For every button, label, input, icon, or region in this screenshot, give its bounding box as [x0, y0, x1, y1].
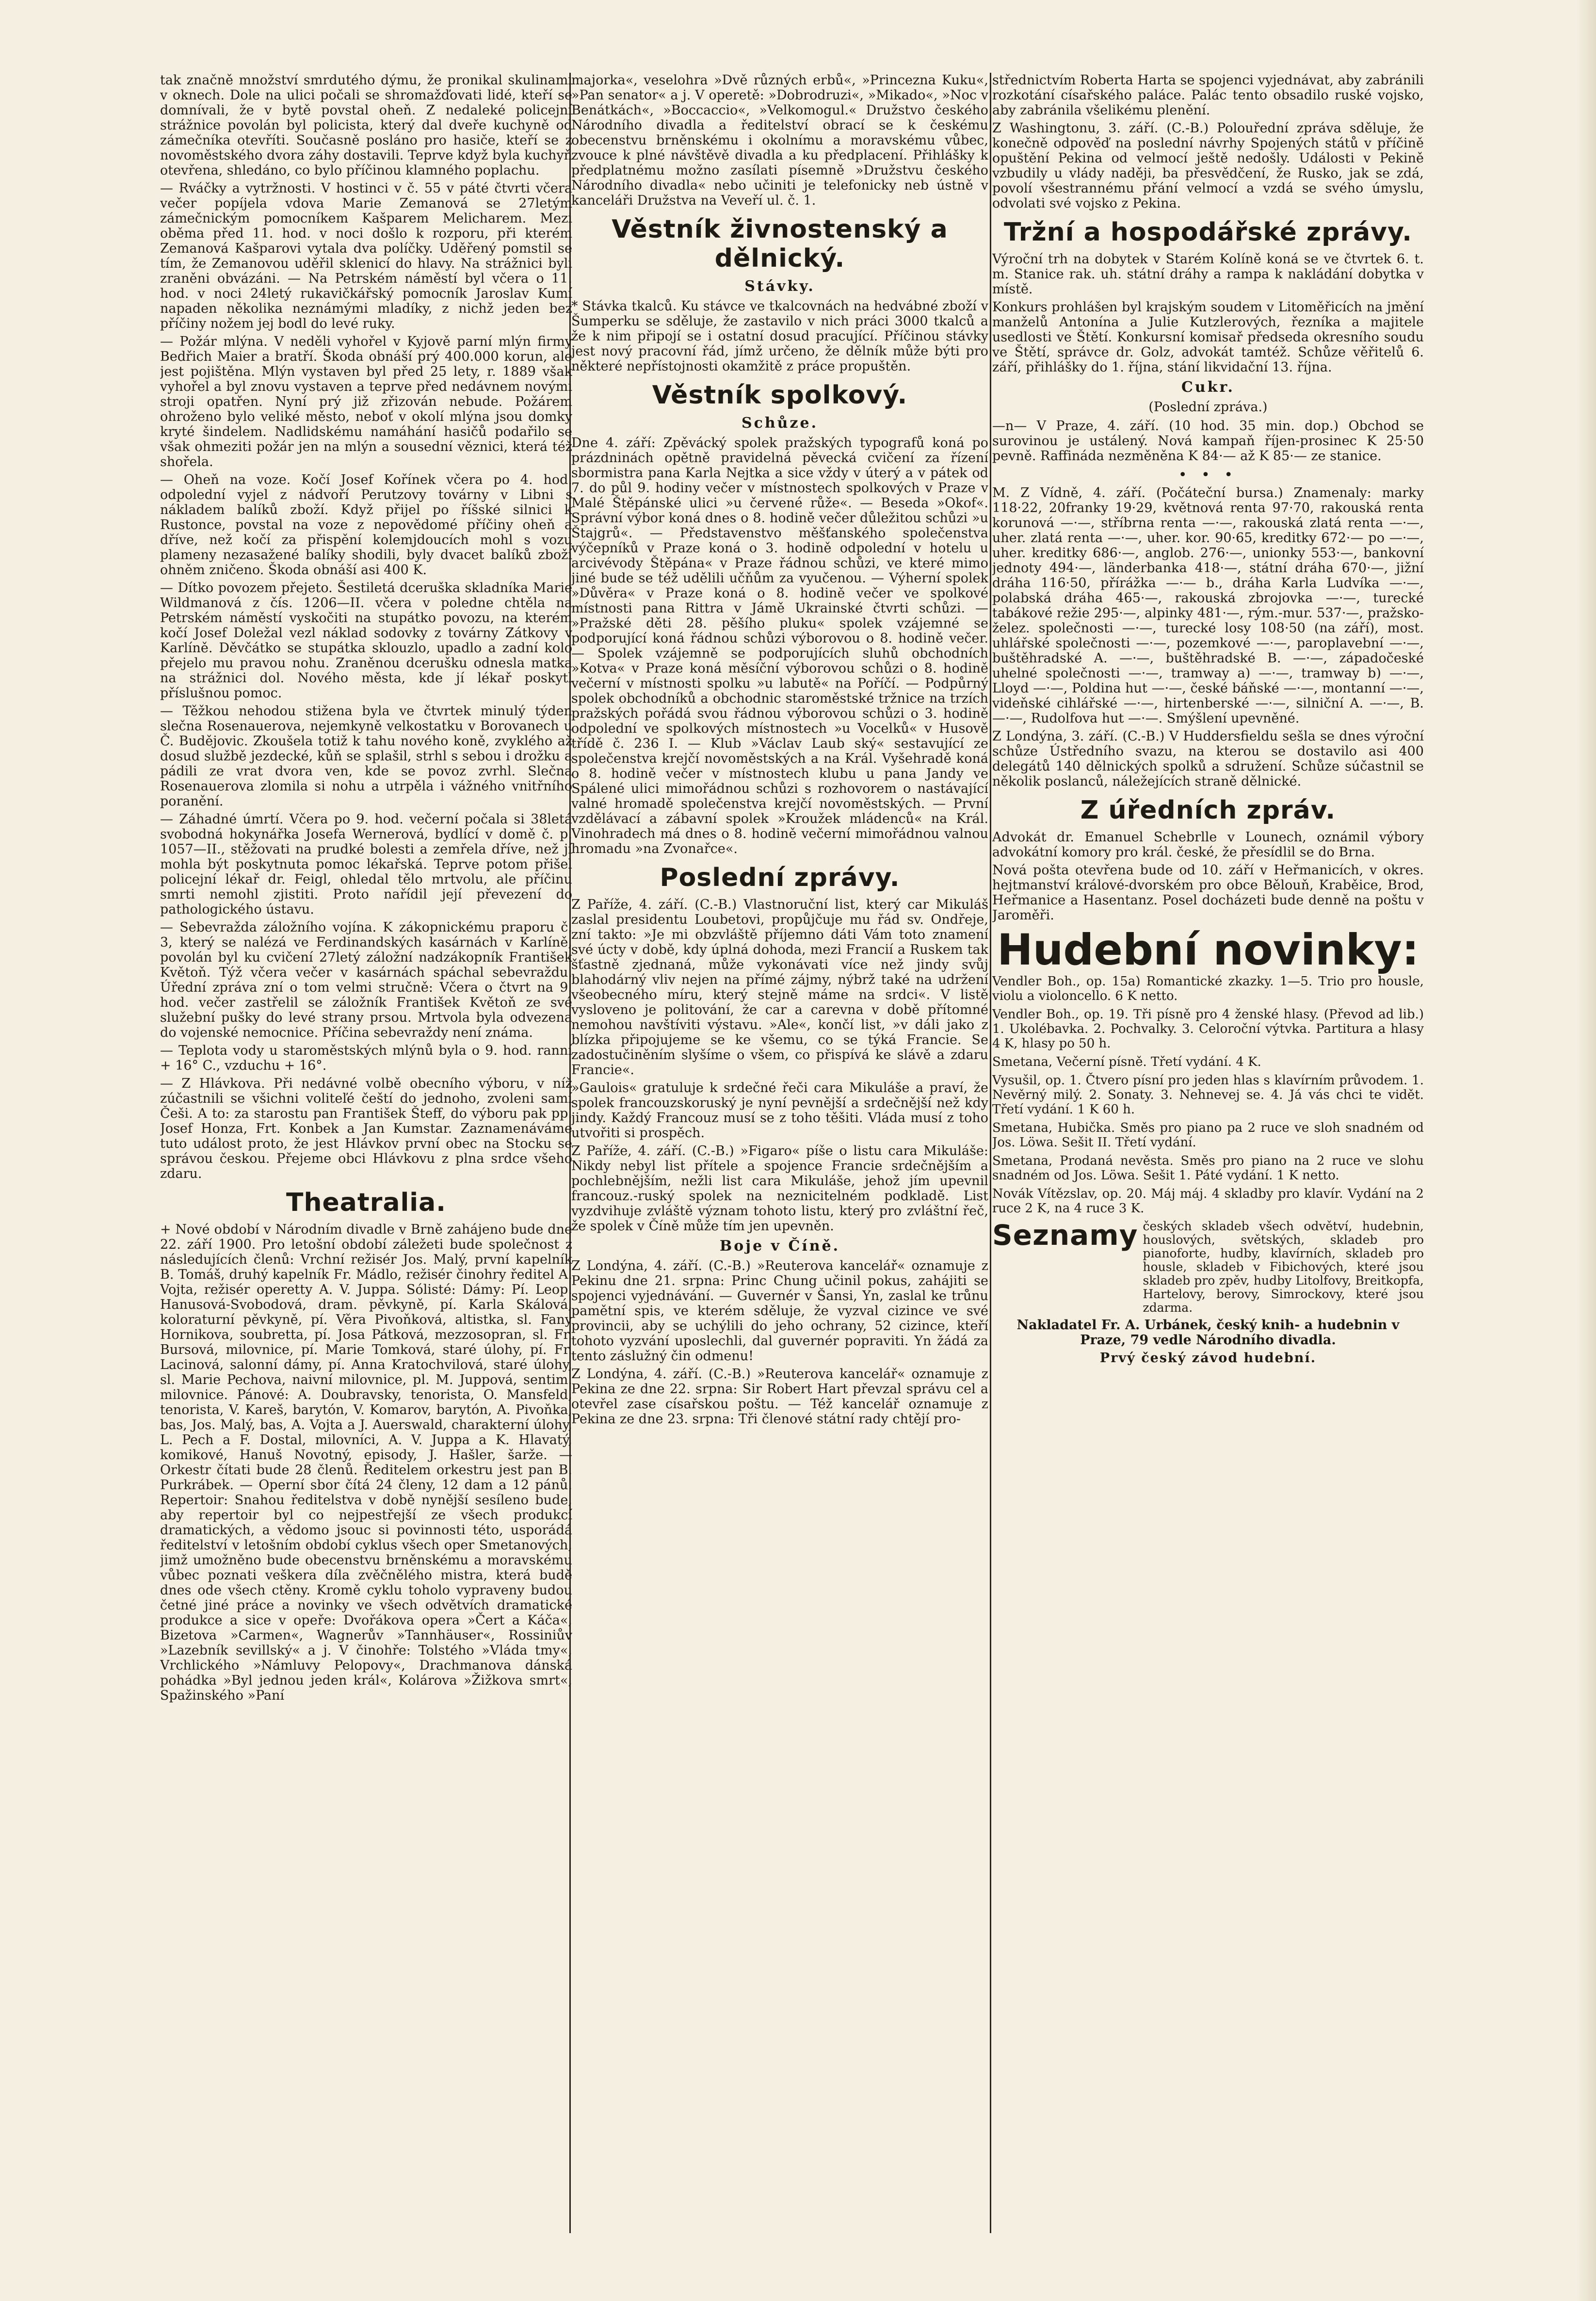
- article-paragraph: + Nové období v Národním divadle v Brně zahájeno bude dne 22. září 1900. Pro letošní období záležeti bude společnost z následujících členů: Vrchní režisér Jos. Malý, první kapelník B. Tomáš, druhý kapelník Fr. Mádlo, režisér činohry ředitel A. Vojta, režisér operetty A. V. Juppa. Sólisté: Dámy: Pí. Leop. Hanusová-Svobodová, dram. pěvkyně, pí. Karla Skálová, koloraturní pěvkyně, pí. Věra Pivoňková, altistka, sl. Fany Hornikova, soubretta, pí. Josa Pátková, mezzosopran, sl. Fr. Bursová, milovnice, pí. Marie Tomková, staré úlohy, pí. Fr. Lacinová, salonní dámy, pí. Anna Kratochvilová, staré úlohy, sl. Marie Pechova, naivní milovnice, pl. M. Juppová, sentim. milovnice. Pánové: A. Doubravsky, tenorista, O. Mansfeld, tenorista, V. Kareš, barytón, V. Komarov, barytón, A. Pivoňka, bas, Jos. Malý, bas, A. Vojta a J. Auerswald, charakterní úlohy, L. Pech a F. Dostal, milovníci, A. V. Juppa a K. Hlavatý, komikové, Hanuš Novotný, episody, J. Hašler, šarže. — Orkestr čítati bude 28 členů. Ředitelem orkestru jest pan B. Purkrábek. — Operní sbor čítá 24 členy, 12 dam a 12 pánů. Repertoir: Snahou ředitelstva v době nynější sesíleno bude, aby repertoir byl co nejpestřejší ze všech produkcí dramatických, a vědomo jsouc si povinnosti této, usporádá ředitelství v letošním období cyklus všech oper Smetanových, jimž umožněno bude obecenstvu brněnskému a moravskému vůbec poznati veškera díla zvěčnělého mistra, která budě dnes ode všech ctěny. Kromě cyklu toholo vypraveny budou četné jiné práce a novinky ve všech odvětvích dramatické produkce a sice v opeře: Dvořákova opera »Čert a Káča«, Bizetova »Carmen«, Wagnerův »Tannhäuser«, Rossiniův »Lazebník sevillský« a j. V činohře: Tolstého »Vláda tmy«, Vrchlického »Námluvy Pelopovy«, Drachmanova dánská pohádka »Byl jednou jeden král«, Kolárova »Žižkova smrt«, Spažinského »Paní: [160, 1222, 572, 1703]
- article-paragraph: Konkurs prohlášen byl krajským soudem v Litoměřicích na jmění manželů Antonína a Julie Kutzlerových, řezníka a majitele usedlosti ve Štětí. Konkursní komisař předseda okresního soudu ve Štětí, správce dr. Golz, advokát tamtéž. Schůze věřitelů 6. září, přihlášky do 1. října, stání likvidační 13. října.: [992, 300, 1424, 375]
- subheading-china: Boje v Číně.: [719, 1238, 840, 1255]
- news-continued: [992, 73, 1424, 211]
- article-paragraph: střednictvím Roberta Harta se spojenci vyjednávat, aby zabránili rozkotání císařského paláce. Palác tento obsadilo ruské vojsko, aby zabránila všelikému plenění.: [992, 73, 1424, 118]
- exchange-news: [992, 485, 1424, 789]
- column-divider: [990, 73, 991, 2233]
- article-paragraph: Z Washingtonu, 3. září. (C.-B.) Polouřední zpráva sděluje, že konečně odpověď na poslední návrhy Spojených států v příčině opuštění Pekina od velmocí ještě nedošly. Události v Pekině vzbudily u vlády naději, ba přesvědčení, že Rusko, jak se zdá, povolí všestrannému přání velmocí a vzdá se svého úmyslu, odvolati své vojsko z Pekina.: [992, 121, 1424, 211]
- market-news: [992, 252, 1424, 375]
- subheading-meetings: Schůze.: [741, 415, 819, 432]
- article-paragraph: — Oheň na voze. Kočí Josef Kořínek včera po 4. hod. odpolední vyjel z nádvoří Perutzovy továrny v Libni s nákladem balíků zboží. Když přijel po říšské silnici k Rustonce, povstal na voze z nepovědomé příčiny oheň a dříve, než kočí za přispění kolemjdoucích mohl s vozu plameny nezasažené balíky shodili, byly dvacet balíků zboží ohněm zničeno. Škoda obnáší asi 400 K.: [160, 472, 572, 578]
- music-news-heading: Hudební novinky:: [997, 925, 1419, 975]
- article-paragraph: M. Z Vídně, 4. září. (Počáteční bursa.) Znamenaly: marky 118·22, 20franky 19·29, květnová renta 97·70, rakouská renta korunová —·—, stříbrna renta —·—, rakouská zlatá renta —·—, uher. zlatá renta —·—, uher. kor. 90·65, kreditky 672·— po —·—, uher. kreditky 686·—, anglob. 276·—, unionky 553·—, bankovní jednoty 494·—, länderbanka 418·—, státní dráha 670·—, jižní dráha 116·50, přírážka —·— b., dráha Karla Ludvíka —·—, polabská dráha 465·—, rakouská zbrojovka —·—, turecké tabákové režie 295·—, alpinky 481·—, rým.-mur. 537·—, pražsko-želez. společnosti —·—, turecké losy 108·50 (na září), most. uhlářské společnosti —·—, pozemkové —·—, paroplavební —·—, buštěhradské A. —·—, buštěhradské B. —·—, západočeské uhelné společnosti —·—, tramway a) —·—, tramway b) —·—, Lloyd —·—, Poldina hut —·—, české báňské —·—, montanní —·—, videňské cihlářské —·—, hirtenberské —·—, silniční A. —·—, B. —·—, Rudolfova hut —·—. Smýšlení upevněné.: [992, 485, 1424, 726]
- subheading-strikes: Stávky.: [744, 278, 815, 295]
- music-list-item: Vendler Boh., op. 15a) Romantické zkazky. 1—5. Trio pro housle, violu a violoncello. 6 K netto.: [992, 974, 1424, 1003]
- music-list-item: Vendler Boh., op. 19. Tři písně pro 4 ženské hlasy. (Převod ad lib.) 1. Ukolébavka. 2. Pochvalky. 3. Celoroční výtvka. Partitura a hlasy 4 K, hlasy po 50 h.: [992, 1007, 1424, 1051]
- office-news: [992, 830, 1424, 923]
- article-paragraph: Z Paříže, 4. září. (C.-B.) »Figaro« píše o listu cara Mikuláše: Nikdy nebyl list přítele a spojence Francie srdečnějším a pochlebnějším, nežli list cara Mikuláše, jehož jím upevnil francouz.-ruský spolek na neznicitelném podkladě. List vyzdvihuje zvláště význam tohoto listu, který pro zvláštní řeč, že spolek v Číně může tím jen upevněn.: [571, 1143, 988, 1234]
- article-paragraph: Z Paříže, 4. září. (C.-B.) Vlastnoruční list, který car Mikuláš zaslal presidentu Loubetovi, propůjčuje mu řád sv. Ondřeje, zní takto: »Je mi obzvláště příjemno dáti Vám toto znamení své úcty v době, kdy úplná dohoda, mezi Francií a Ruskem tak šťastně zjednaná, může vykonávati více než jindy svůj blahodárný vliv nejen na přímé zájmy, nýbrž také na udržení všeobecného míru, který stejně máme na srdci«. V listě vysloveno je politování, že car a carevna v době přítomné nemohou navštíviti výstavu. »Ale«, končí list, »v dáli jako z blízka připojujeme se ke všemu, co se týká Francie. Se zadostučiněním slyšíme o všem, co přispívá ke slávě a zdaru Francie«.: [571, 897, 988, 1078]
- column-middle: [571, 73, 988, 2233]
- theatre-news: [160, 1222, 572, 1703]
- society-news: [571, 435, 988, 856]
- seznamy-text: českých skladeb všech odvětví, hudebnin, houslových, světských, skladeb pro pianoforte, hudby, klavírních, skladeb pro housle, skladeb v Fibichových, které jsou skladeb pro zpěv, hudby Litolfovy, Breitkopfa, Hartelovy, berovy, Simrockovy, které jsou zdarma.: [1143, 1219, 1424, 1315]
- publisher-line: Nakladatel Fr. A. Urbánek, český knih- a hudebnin v Praze, 79 vedle Národního divadla.: [1016, 1318, 1400, 1348]
- seznamy-block: [992, 1220, 1424, 1318]
- article-paragraph: majorka«, veselohra »Dvě různých erbů«, »Princezna Kuku«, »Pan senator« a j. V operetě: »Dobrodruzi«, »Mikado«, »Noc v Benátkách«, »Boccaccio«, »Velkomogul.« Družstvo českého Národního divadla a ředitelství obrací se k českému obecenstvu brněnskému i okolnímu a moravskému vůbec, zvouce k plné návštěvě divadla a ku předplacení. Přihlášky k předplatnému možno zasílati písemně »Družstvu českého Národního divadla« nebo učiniti je telefonicky neb ústně v kanceláři Družstva na Veveří ul. č. 1.: [571, 73, 988, 208]
- article-paragraph: Z Londýna, 4. září. (C.-B.) »Reuterova kancelář« oznamuje z Pekina ze dne 22. srpna: Sir Robert Hart převzal správu cel a otevřel zase císařskou poštu. — Též kancelář oznamuje z Pekina ze dne 23. srpna: Tři členové státní rady chtějí pro-: [571, 1367, 988, 1427]
- section-heading-theatre: Theatralia.: [286, 1188, 446, 1217]
- music-list-item: Novák Vítězslav, op. 20. Máj máj. 4 skladby pro klavír. Vydání na 2 ruce 2 K, na 4 ruce 3 K.: [992, 1187, 1424, 1216]
- music-list: [992, 974, 1424, 1216]
- separator-dots: • • •: [1178, 467, 1238, 483]
- china-news: [571, 1258, 988, 1427]
- latest-news: [571, 897, 988, 1234]
- trade-news: [571, 299, 988, 374]
- article-paragraph: — Záhadné úmrtí. Včera po 9. hod. večerní počala si 38letá svobodná hokynářka Josefa Wernerová, bydlící v domě č. p. 1057—II., stěžovati na prudké bolesti a zemřela dříve, než jí mohla být poskytnuta pomoc lékařská. Teprve potom přišel policejní lékař dr. Feigl, ohledal tělo mrtvolu, ale příčinu smrti nemohl zjistiti. Proto nařídil její převezení do pathologického ústavu.: [160, 812, 572, 917]
- article-paragraph: Výroční trh na dobytek v Starém Kolíně koná se ve čtvrtek 6. t. m. Stanice rak. uh. státní dráhy a rampa k nakládání dobytka v místě.: [992, 252, 1424, 297]
- section-heading-latest: Poslední zprávy.: [660, 863, 900, 892]
- article-paragraph: —n— V Praze, 4. září. (10 hod. 35 min. dop.) Obchod se surovinou je ustálený. Nová kampaň říjen-prosinec K 25·50 pevně. Raffináda nezměněna K 84·— až K 85·— ze stanice.: [992, 418, 1424, 464]
- article-paragraph: »Gaulois« gratuluje k srdečné řeči cara Mikuláše a praví, že spolek francouzskoruský je nyní pevnější a srdečnější než kdy jindy. Každý Francouz musí se z toho těšiti. Vláda musí z toho utvořiti si prospěch.: [571, 1080, 988, 1141]
- section-heading-market: Tržní a hospodářské zprávy.: [1004, 218, 1412, 247]
- sugar-news: [992, 418, 1424, 464]
- article-paragraph: — Teplota vody u staroměstských mlýnů byla o 9. hod. ranní + 16° C., vzduchu + 16°.: [160, 1043, 572, 1073]
- article-paragraph: — Požár mlýna. V neděli vyhořel v Kyjově parní mlýn firmy Bedřich Maier a bratří. Škoda obnáší prý 400.000 korun, ale jest pojištěna. Mlýn vystaven byl před 25 lety, r. 1889 však vyhořel a byl znovu vystaven a teprve před nedávnem novými stroji opatřen. Nyní prý již zřizován nebude. Požárem ohroženo bylo veliké město, neboť v okolí mlýna jsou domky kryté šindelem. Nadlidskému namáhání hasičů podařilo se však ohmeziti požár jen na mlýn a sousední věznici, která též shořela.: [160, 334, 572, 469]
- page-edge-shadow: [1577, 0, 1596, 2301]
- article-paragraph: tak značně množství smrdutého dýmu, že pronikal skulinami v oknech. Dole na ulici počali se shromažďovati lidé, kteří se domnívali, že v bytě povstal oheň. Z nedaleké policejní strážnice povolán byl policista, který dal dveře kuchyně od zámečníka otevříti. Současně posláno pro hasiče, kteří se z novoměstského dvora záhy dostavili. Teprve když byla kuchyň otevřena, shledáno, co bylo příčinou klamného poplachu.: [160, 73, 572, 178]
- article-paragraph: Z Londýna, 4. září. (C.-B.) »Reuterova kancelář« oznamuje z Pekinu dne 21. srpna: Princ Chung učinil pokus, zahájiti se spojenci vyjednávání. — Guvernér v Šansi, Yn, zaslal ke trůnu pamětní spis, ve kterém sděluje, že vyzval cizince ve své provincii, aby se uchýlili do jeho ochrany, 52 cizince, kteří tohoto vyzvání uposlechli, dal guvernér popraviti. Yn žádá za tento záslužný čin odmenu!: [571, 1258, 988, 1364]
- subheading-sugar: Cukr.: [1181, 379, 1235, 396]
- article-paragraph: Advokát dr. Emanuel Schebrlle v Lounech, oznámil výbory advokátní komory pro král. české, že přesídlil se do Brna.: [992, 830, 1424, 860]
- seznamy-title: Seznamy: [992, 1219, 1138, 1252]
- publisher-footer: Prvý český závod hudební.: [1099, 1351, 1317, 1366]
- subheading-sugar-note: (Poslední zpráva.): [1148, 400, 1268, 415]
- column-left: [160, 73, 572, 2233]
- music-list-item: Smetana, Prodaná nevěsta. Směs pro piano na 2 ruce ve slohu snadném od Jos. Löwa. Sešit 1. Páté vydání. 1 K netto.: [992, 1154, 1424, 1183]
- local-news: [160, 73, 572, 1181]
- music-list-item: Smetana, Večerní písně. Třetí vydání. 4 K.: [992, 1055, 1261, 1069]
- music-list-item: Smetana, Hubička. Směs pro piano pa 2 ruce ve sloh snadném od Jos. Löwa. Sešit II. Třetí vydání.: [992, 1121, 1424, 1150]
- article-paragraph: — Rváčky a vytržnosti. V hostinci v č. 55 v páté čtvrti včera večer popíjela vdova Marie Zemanová se 27letým zámečnickým pomocníkem Kašparem Melicharem. Mezi oběma před 11. hod. v noci došlo k rozporu, při kterém Zemanová Kašparovi vytala dva políčky. Uděřený pomstil se tím, že Zemanovou uděřil sklenicí do hlavy. Na strážnici byli zraněni obvázáni. — Na Petrském náměstí byl včera o 11. hod. v noci 24letý rukavičkářský pomocník Jaroslav Kumí napaden několika neznámými mladíky, z nichž jeden bez příčiny nožem jej bodl do levé ruky.: [160, 181, 572, 331]
- article-paragraph: — Dítko povozem přejeto. Šestiletá dceruška skladníka Marie Wildmanová z čís. 1206—II. včera v poledne chtěla na Petrském náměstí vyskočiti na stupátko povozu, na kterém kočí Josef Doležal vezl náklad sodovky z továrny Zátkovy v Karlíně. Děvčátko se stupátka sklouzlo, upadlo a zadní kolo přejelo mu pravou nohu. Zraněnou dcerušku odnesla matka na strážnici dol. Nového města, kde jí lékař poskytl příslušnou pomoc.: [160, 580, 572, 701]
- column-right: [992, 73, 1424, 2233]
- article-paragraph: — Z Hlávkova. Při nedávné volbě obecního výboru, v níž zúčastnili se všichni voliteľé čeští do jednoho, zvoleni samí Češi. A to: za starostu pan František Šteff, do výboru pak pp. Josef Honza, Frt. Konbek a Jan Kumstar. Zaznamenáváme tuto událost proto, že jest Hlávkov první obec na Stocku se správou českou. Přejeme obci Hlávkovu z plna srdce všeho zdaru.: [160, 1076, 572, 1181]
- section-heading-trade: Věstník živnostenský a dělnický.: [612, 215, 948, 273]
- article-paragraph: Z Londýna, 3. září. (C.-B.) V Huddersfieldu sešla se dnes výroční schůze Ústředního svazu, na kterou se dostavilo asi 400 delegátů 140 dělnických spolků a sdružení. Schůze súčastnil se několik poslanců, náležejících straně dělnické.: [992, 729, 1424, 789]
- article-paragraph: Nová pošta otevřena bude od 10. září v Heřmanicích, v okres. hejtmanství králové-dvorském pro obce Bělouň, Kraběice, Brod, Heřmanice a Hasentanz. Posel docházeti bude denně na poštu v Jaroměři.: [992, 863, 1424, 923]
- music-list-item: Vysušil, op. 1. Čtvero písní pro jeden hlas s klavírním průvodem. 1. Nevěrný milý. 2. Sonaty. 3. Nehnevej se. 4. Já vás chci te vidět. Třetí vydání. 1 K 60 h.: [992, 1073, 1424, 1117]
- article-paragraph: Dne 4. září: Zpěvácký spolek pražských typografů koná po prázdninách opětně pravidelná pěvecká cvičení za řízení sbormistra pana Karla Nejtka a sice vždy v úterý a v pátek od 7. do půl 9. hodiny večer v místnostech spolkových v Praze v Malé Štěpánské ulici »u červené růže«. — Beseda »Okof«. Správní výbor koná dnes o 8. hodině večer důležitou schůzi »u Štajgrů«. — Představenstvo měšťanského společenstva výčepníků v Praze koná o 3. hodině odpolední v hotelu u arcivévody Štěpána« v Praze řádnou schůzi, ve které mimo jiné bude se též udělili učňům za vyučenou. — Výherní spolek »Důvěra« v Praze koná o 8. hodině večer ve spolkové místnosti pana Rittra v Jámě Ukrainské čtvrti schůzi. — »Pražské děti 28. pěšího pluku« spolek vzájemné se podporující koná řádnou schůzi výborovou o 8. hodině večer. — Spolek vzájemně se podporujících sluhů obchodních »Kotva« v Praze koná měsíční výborovou schůzi o 8. hodině večerní v místnosti spolku »u labutě« na Poříčí. — Podpůrný spolek obchodníků a obchodnic staroměstské tržnice na trzích pražských pořádá svou řádnou výborovou schůzi o 3. hodině odpolední ve spolkových místnostech »u Vocelků« v Husově třídě č. 236 I. — Klub »Václav Laub ský« sestavující ze společenstva krejčí novoměstských a na Král. Vyšehradě koná o 8. hodině večer v místnostech klubu u pana Jandy ve Spálené ulici mimořádnou schůzi s rozhovorem o nastávající valné hromadě společenstva krejčí novoměstských. — První vzdělávací a zábavní spolek »Kroužek mládenců« na Král. Vinohradech má dnes o 8. hodině večerní mimořádnou valnou hromadu »na Zvonařce«.: [571, 435, 988, 856]
- section-heading-office: Z úředních zpráv.: [1080, 796, 1336, 825]
- article-paragraph: — Těžkou nehodou stižena byla ve čtvrtek minulý týden slečna Rosenauerova, nejemkyně velkostatku v Borovanech u Č. Budějovic. Zkoušela totiž k tahu nového koně, zvyklého až dosud službě jezdecké, kůň se splašil, strhl s sebou i drožku a pádili ze vrat dvora ven, kde se povoz zvrhl. Slečna Rosenauerova zlomila si nohu a utrpěla i vážného vnitřního poranění.: [160, 704, 572, 809]
- section-heading-society: Věstník spolkový.: [652, 381, 908, 410]
- theatre-continued: [571, 73, 988, 208]
- article-paragraph: * Stávka tkalců. Ku stávce ve tkalcovnách na hedvábné zboží v Šumperku se sděluje, že zastavilo v nich práci 3000 tkalců a že k nim připojí se i ostatní dosud pracující. Příčinou stávky jest nový pracovní řád, jímž určeno, že dělník může býti pro některé nepřístojnosti okamžitě z práce propuštěn.: [571, 299, 988, 374]
- article-paragraph: — Sebevražda záložního vojína. K zákopnickému praporu č. 3, který se nalézá ve Ferdinandských kasárnách v Karlíně, povolán byl ku cvičení 27letý záložní nadzákopník František Květoň. Týž včera večer v kasárnách spáchal sebevraždu. Úřední zpráva zní o tom velmi stručně: Včera o čtvrt na 9. hod. večer zastřelil se záložník František Květoň ze své služební pušky do levé strany prsou. Mrtvola byla odvezena do vojenské nemocnice. Příčina sebevraždy není známa.: [160, 920, 572, 1040]
